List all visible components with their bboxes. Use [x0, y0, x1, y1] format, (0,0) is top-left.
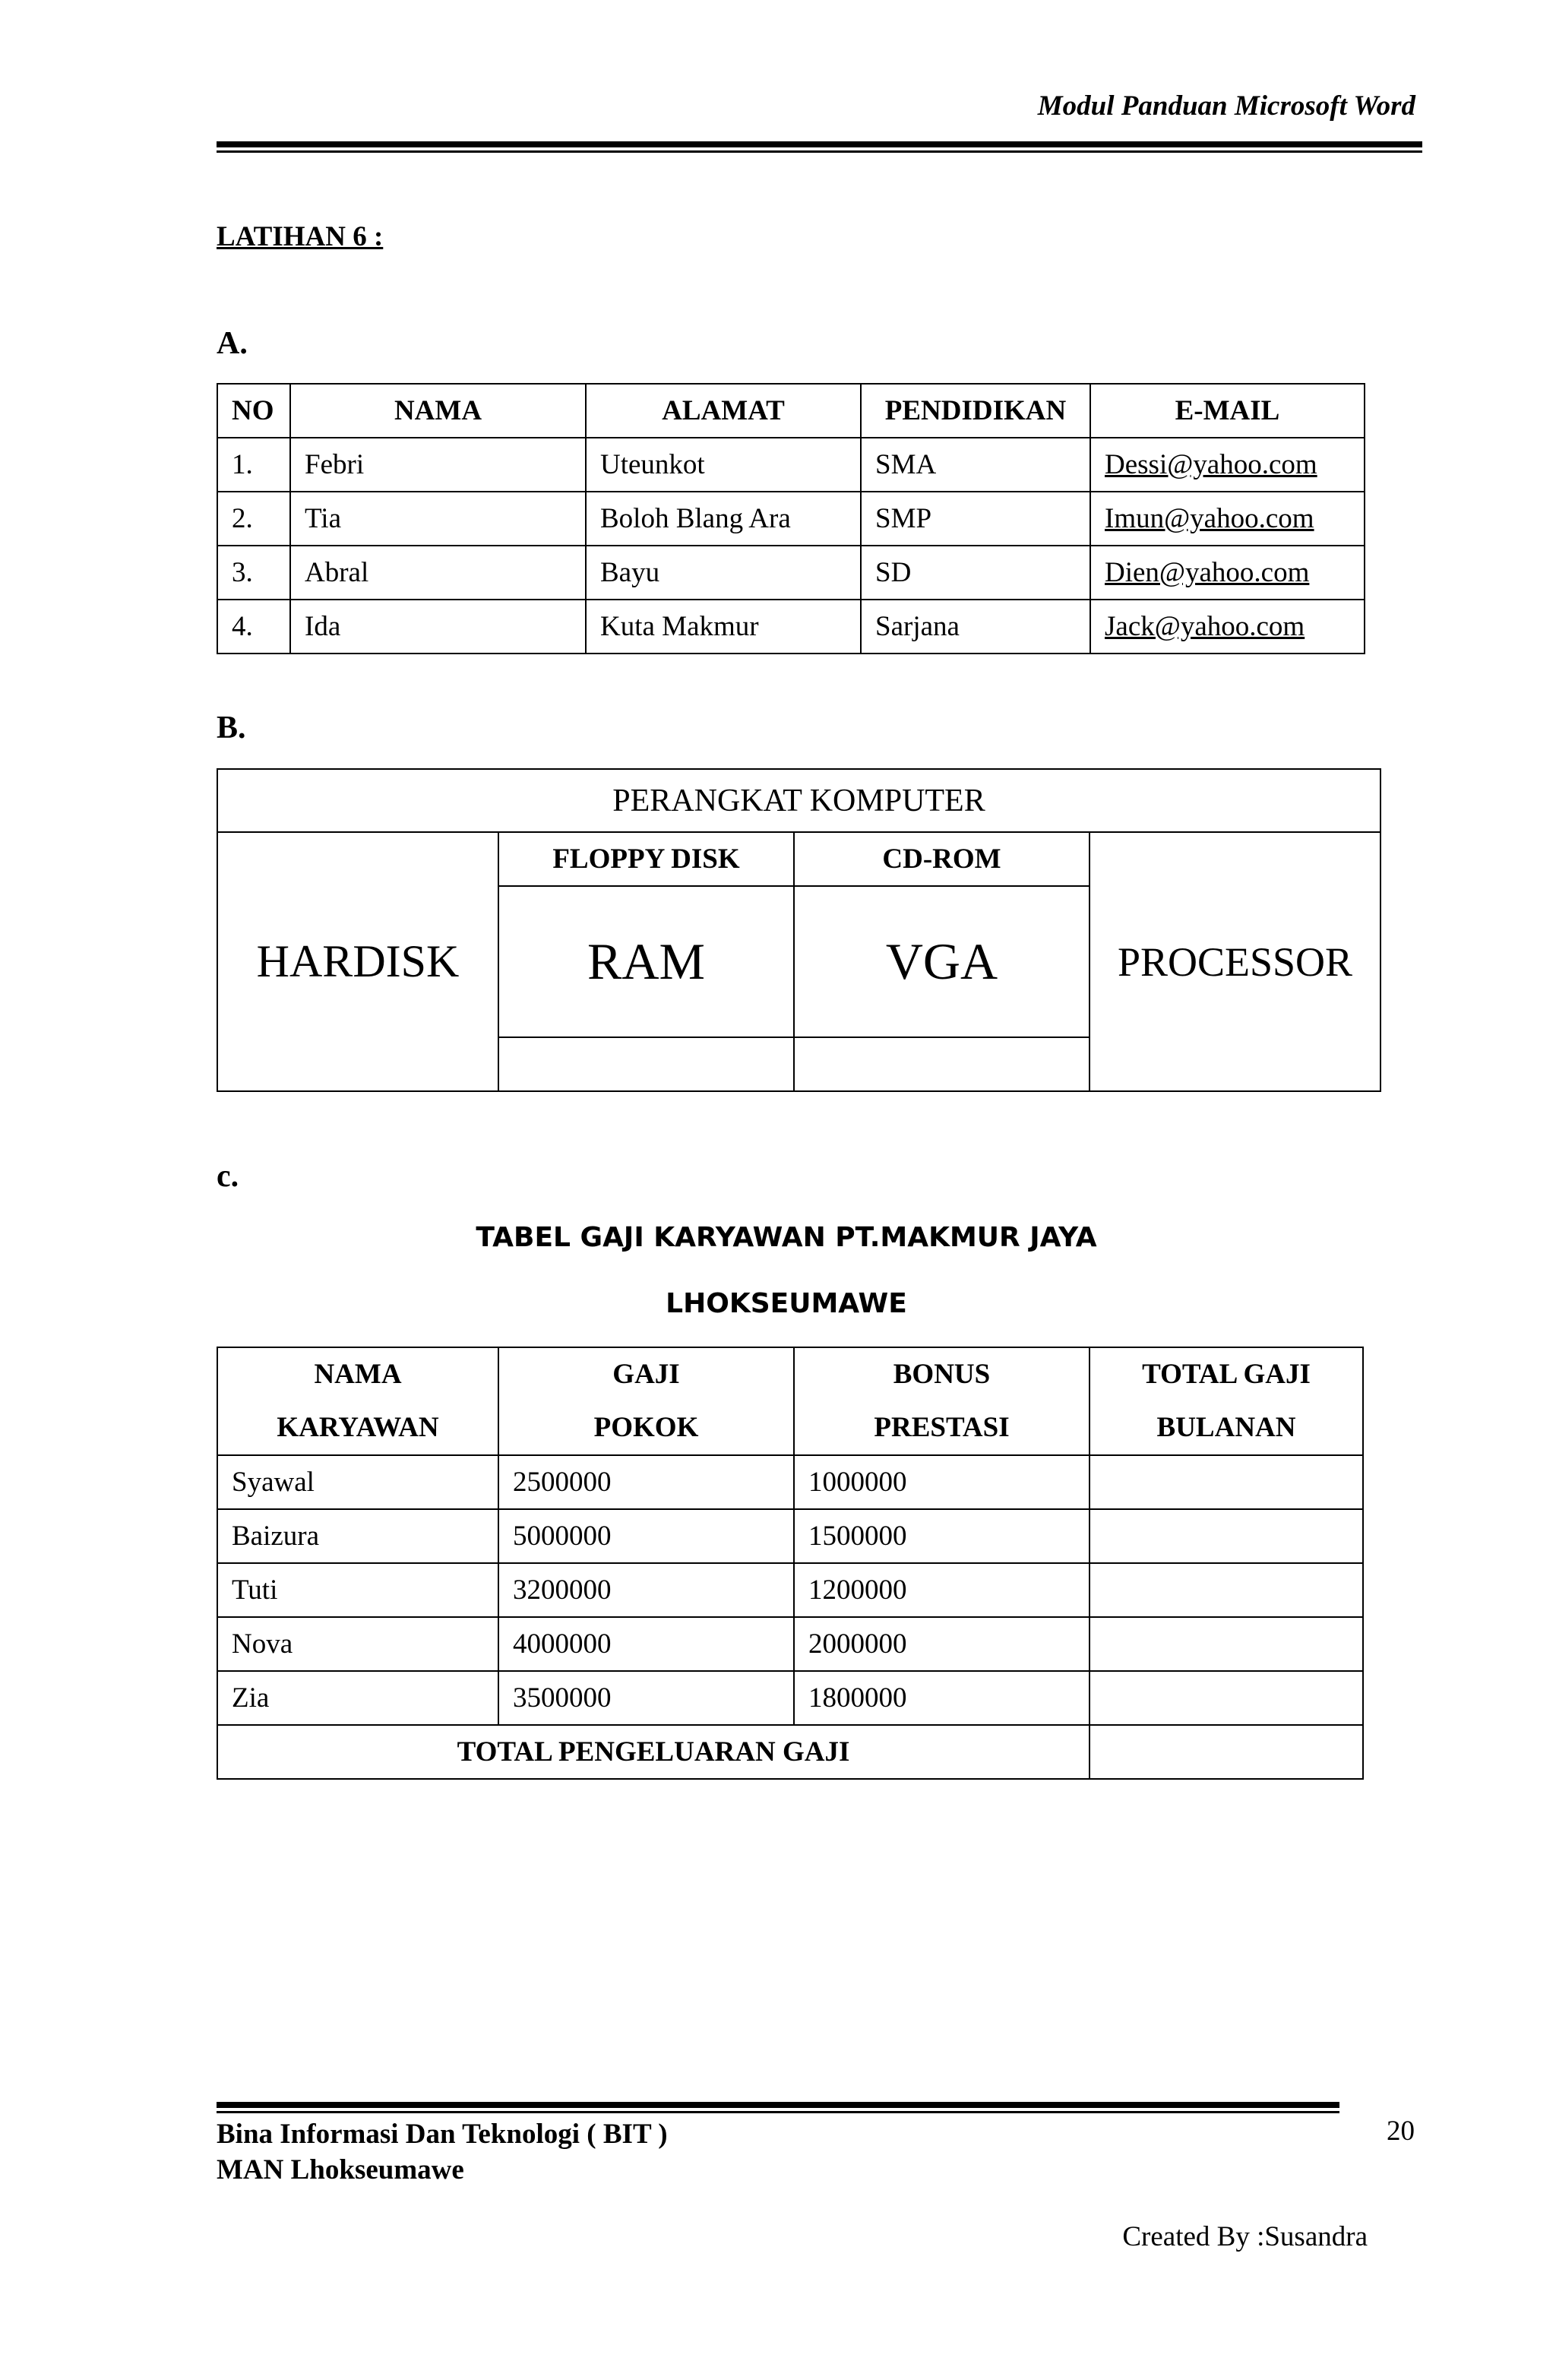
- salary-table-subtitle: LHOKSEUMAWE: [666, 1288, 907, 1319]
- cell-gaji: 3200000: [498, 1563, 794, 1617]
- cell-bonus: 1200000: [794, 1563, 1090, 1617]
- table-a-header-email: E-MAIL: [1090, 384, 1365, 438]
- cell-bonus: 1000000: [794, 1455, 1090, 1509]
- cell-ram: RAM: [498, 886, 794, 1037]
- header-line: BONUS: [893, 1359, 991, 1390]
- cell-nama: Syawal: [217, 1455, 498, 1509]
- cell-nama: Febri: [290, 438, 586, 492]
- header-line: NAMA: [314, 1359, 402, 1390]
- section-c-label: c.: [217, 1159, 239, 1194]
- cell-floppy-disk: FLOPPY DISK: [498, 832, 794, 886]
- header-rule-thin: [217, 150, 1422, 153]
- cell-email-link[interactable]: Dien@yahoo.com: [1090, 546, 1365, 600]
- cell-bonus: 1500000: [794, 1509, 1090, 1563]
- footer-rule-thin: [217, 2111, 1339, 2113]
- table-salary: [217, 1347, 1364, 1780]
- cell-email-link[interactable]: Dessi@yahoo.com: [1090, 438, 1365, 492]
- cell-alamat: Bayu: [586, 546, 861, 600]
- cell-pendidikan: Sarjana: [861, 600, 1090, 654]
- cell-no: 1.: [217, 438, 290, 492]
- created-by: Created By :Susandra: [1122, 2221, 1368, 2252]
- header-line: PRESTASI: [874, 1412, 1010, 1443]
- cell-processor: PROCESSOR: [1090, 832, 1380, 1091]
- cell-nama: Tia: [290, 492, 586, 546]
- salary-table-title: TABEL GAJI KARYAWAN PT.MAKMUR JAYA: [476, 1222, 1097, 1253]
- header-line: GAJI: [612, 1359, 680, 1390]
- footer-institution: Bina Informasi Dan Teknologi ( BIT ): [217, 2119, 668, 2150]
- cell-empty: [794, 1037, 1090, 1091]
- cell-nama: Tuti: [217, 1563, 498, 1617]
- footer-school: MAN Lhokseumawe: [217, 2154, 464, 2185]
- section-a-label: A.: [217, 326, 248, 361]
- cell-email-link[interactable]: Imun@yahoo.com: [1090, 492, 1365, 546]
- table-row: [217, 1455, 1363, 1509]
- cell-cd-rom: CD-ROM: [794, 832, 1090, 886]
- page-number: 20: [1387, 2116, 1415, 2147]
- section-b-label: B.: [217, 711, 246, 745]
- table-b-title: PERANGKAT KOMPUTER: [217, 769, 1380, 832]
- cell-total: [1090, 1509, 1363, 1563]
- cell-gaji: 2500000: [498, 1455, 794, 1509]
- cell-pendidikan: SMP: [861, 492, 1090, 546]
- table-row: [217, 492, 1365, 546]
- header-line: POKOK: [593, 1412, 699, 1443]
- table-a-header-no: NO: [217, 384, 290, 438]
- table-b: [217, 768, 1381, 1092]
- cell-total-value: [1090, 1725, 1363, 1779]
- cell-nama: Baizura: [217, 1509, 498, 1563]
- total-label: TOTAL PENGELUARAN GAJI: [217, 1725, 1090, 1779]
- salary-header-total: [1090, 1347, 1363, 1455]
- header-line: BULANAN: [1156, 1412, 1296, 1443]
- table-row: [217, 1617, 1363, 1671]
- table-row-total: [217, 1725, 1363, 1779]
- cell-total: [1090, 1671, 1363, 1725]
- cell-total: [1090, 1563, 1363, 1617]
- cell-nama: Abral: [290, 546, 586, 600]
- table-row: [217, 1563, 1363, 1617]
- header-rule-thick: [217, 141, 1422, 147]
- salary-header-gaji: [498, 1347, 794, 1455]
- cell-total: [1090, 1617, 1363, 1671]
- salary-header-bonus: [794, 1347, 1090, 1455]
- cell-empty: [498, 1037, 794, 1091]
- cell-total: [1090, 1455, 1363, 1509]
- table-row: [217, 546, 1365, 600]
- cell-gaji: 5000000: [498, 1509, 794, 1563]
- table-a-header-pendidikan: PENDIDIKAN: [861, 384, 1090, 438]
- table-a-header-nama: NAMA: [290, 384, 586, 438]
- cell-nama: Ida: [290, 600, 586, 654]
- header-line: TOTAL GAJI: [1142, 1359, 1311, 1390]
- cell-vga: VGA: [794, 886, 1090, 1037]
- cell-nama: Zia: [217, 1671, 498, 1725]
- header-title: Modul Panduan Microsoft Word: [1037, 90, 1415, 122]
- table-row: [217, 1509, 1363, 1563]
- cell-no: 4.: [217, 600, 290, 654]
- table-row: [217, 600, 1365, 654]
- cell-hardisk: HARDISK: [217, 832, 498, 1091]
- exercise-title: LATIHAN 6 :: [217, 221, 384, 252]
- cell-bonus: 1800000: [794, 1671, 1090, 1725]
- salary-header-nama: [217, 1347, 498, 1455]
- cell-no: 2.: [217, 492, 290, 546]
- cell-bonus: 2000000: [794, 1617, 1090, 1671]
- cell-no: 3.: [217, 546, 290, 600]
- table-a: [217, 383, 1365, 654]
- cell-pendidikan: SMA: [861, 438, 1090, 492]
- cell-email-link[interactable]: Jack@yahoo.com: [1090, 600, 1365, 654]
- cell-alamat: Kuta Makmur: [586, 600, 861, 654]
- cell-pendidikan: SD: [861, 546, 1090, 600]
- table-a-header-alamat: ALAMAT: [586, 384, 861, 438]
- table-row: [217, 1671, 1363, 1725]
- cell-alamat: Uteunkot: [586, 438, 861, 492]
- footer-rule-thick: [217, 2102, 1339, 2108]
- table-row: [217, 438, 1365, 492]
- cell-gaji: 3500000: [498, 1671, 794, 1725]
- header-line: KARYAWAN: [277, 1412, 439, 1443]
- cell-alamat: Boloh Blang Ara: [586, 492, 861, 546]
- cell-nama: Nova: [217, 1617, 498, 1671]
- cell-gaji: 4000000: [498, 1617, 794, 1671]
